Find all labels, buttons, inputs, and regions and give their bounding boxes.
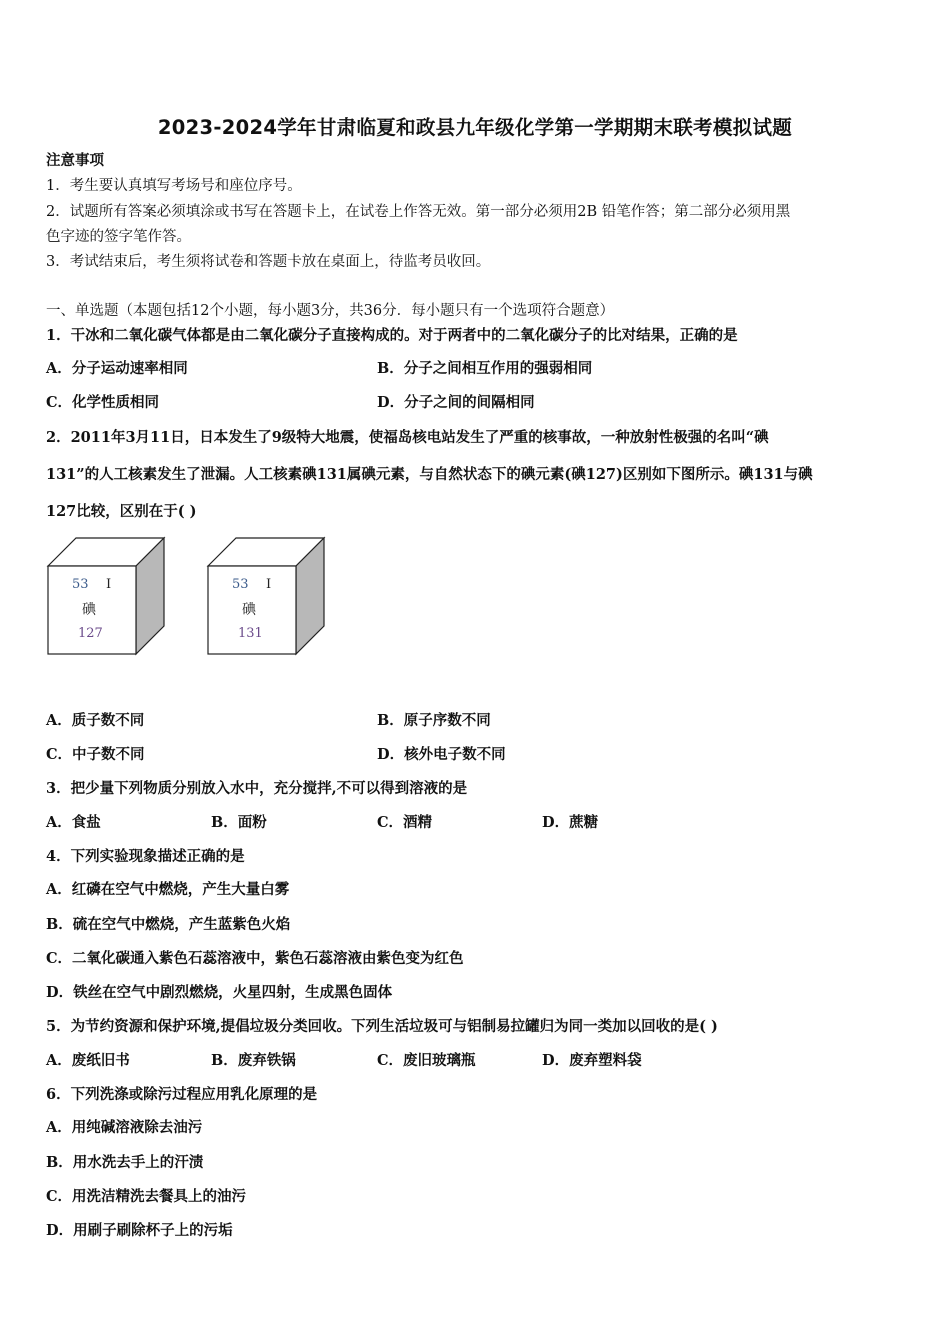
question-1-stem: 1．干冰和二氧化碳气体都是由二氧化碳分子直接构成的。对于两者中的二氧化碳分子的比对结果，正确的是	[46, 327, 738, 344]
question-4-option-d: D．铁丝在空气中剧烈燃烧，火星四射，生成黑色固体	[46, 984, 393, 1001]
question-2-stem-line3: 127比较，区别在于( )	[46, 503, 197, 520]
question-2-option-d: D．核外电子数不同	[377, 746, 506, 763]
atomic-number: 53	[72, 577, 89, 592]
question-6-option-b: B．用水洗去手上的汗渍	[46, 1154, 204, 1171]
question-1-option-d: D．分子之间的间隔相同	[377, 394, 535, 411]
question-5-option-a: A．废纸旧书	[46, 1052, 130, 1069]
question-1-option-a: A．分子运动速率相同	[46, 360, 188, 377]
mass-number: 131	[238, 626, 263, 641]
note-item: 3．考试结束后，考生须将试卷和答题卡放在桌面上，待监考员收回。	[46, 254, 491, 270]
question-6-stem: 6．下列洗涤或除污过程应用乳化原理的是	[46, 1086, 318, 1103]
note-item: 色字迹的签字笔作答。	[46, 229, 191, 245]
question-4-option-c: C．二氧化碳通入紫色石蕊溶液中，紫色石蕊溶液由紫色变为红色	[46, 950, 464, 967]
iodine-127-cube	[46, 536, 168, 656]
question-5-stem: 5．为节约资源和保护环境,提倡垃圾分类回收。下列生活垃圾可与铝制易拉罐归为同一类加以回收的是( )	[46, 1018, 718, 1035]
question-2-stem-line1: 2．2011年3月11日，日本发生了9级特大地震，使福岛核电站发生了严重的核事故，一种放射性极强的名叫“碘	[46, 429, 769, 446]
question-4-option-a: A．红磷在空气中燃烧，产生大量白雾	[46, 881, 290, 898]
element-symbol: I	[266, 577, 272, 592]
question-6-option-d: D．用刷子刷除杯子上的污垢	[46, 1222, 233, 1239]
question-6-option-c: C．用洗洁精洗去餐具上的油污	[46, 1188, 247, 1205]
question-4-option-b: B．硫在空气中燃烧，产生蓝紫色火焰	[46, 916, 291, 933]
element-name: 碘	[82, 602, 96, 618]
question-4-stem: 4．下列实验现象描述正确的是	[46, 848, 245, 865]
question-1-option-c: C．化学性质相同	[46, 394, 160, 411]
element-name: 碘	[242, 602, 256, 618]
question-2-option-c: C．中子数不同	[46, 746, 145, 763]
question-2-option-a: A．质子数不同	[46, 712, 145, 729]
question-2-option-b: B．原子序数不同	[377, 712, 491, 729]
question-3-option-b: B．面粉	[211, 814, 267, 831]
question-3-option-a: A．食盐	[46, 814, 101, 831]
iodine-131-cube	[206, 536, 328, 656]
question-3-stem: 3．把少量下列物质分别放入水中，充分搅拌,不可以得到溶液的是	[46, 780, 468, 797]
page-title: 2023-2024学年甘肃临夏和政县九年级化学第一学期期末联考模拟试题	[157, 116, 793, 139]
mass-number: 127	[78, 626, 103, 641]
notes-heading: 注意事项	[46, 152, 104, 169]
question-1-option-b: B．分子之间相互作用的强弱相同	[377, 360, 593, 377]
atomic-number: 53	[232, 577, 249, 592]
question-3-option-c: C．酒精	[377, 814, 433, 831]
question-5-option-c: C．废旧玻璃瓶	[377, 1052, 476, 1069]
note-item: 2．试题所有答案必须填涂或书写在答题卡上，在试卷上作答无效。第一部分必须用2B 铅笔作答；第二部分必须用黑	[46, 204, 791, 220]
element-symbol: I	[106, 577, 112, 592]
question-5-option-b: B．废弃铁锅	[211, 1052, 296, 1069]
section-heading: 一、单选题（本题包括12个小题，每小题3分，共36分．每小题只有一个选项符合题意）	[46, 303, 615, 319]
question-3-option-d: D．蔗糖	[542, 814, 599, 831]
question-2-stem-line2: 131”的人工核素发生了泄漏。人工核素碘131属碘元素，与自然状态下的碘元素(碘127)区别如下图所示。碘131与碘	[46, 466, 813, 483]
question-6-option-a: A．用纯碱溶液除去油污	[46, 1119, 203, 1136]
question-5-option-d: D．废弃塑料袋	[542, 1052, 642, 1069]
note-item: 1．考生要认真填写考场号和座位序号。	[46, 178, 302, 194]
